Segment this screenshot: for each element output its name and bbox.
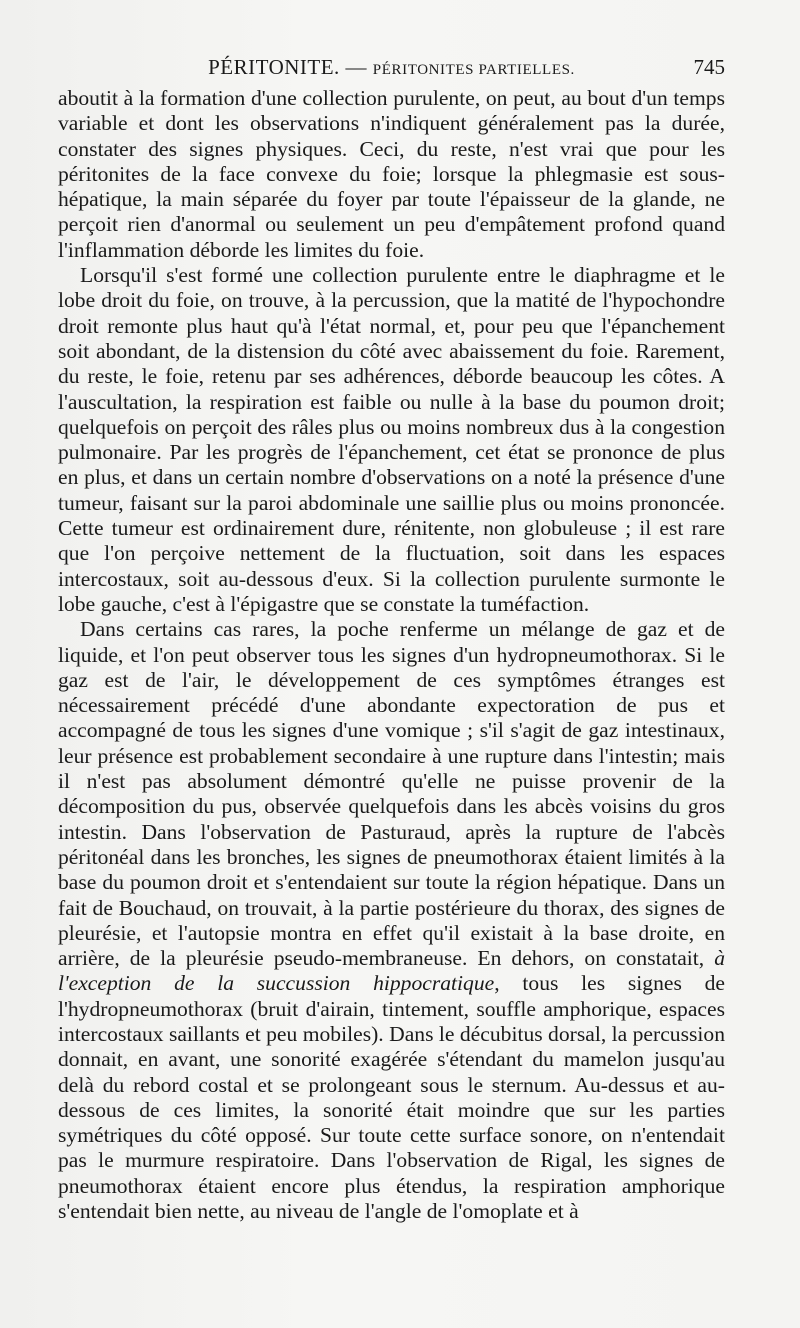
paragraph-continued: aboutit à la formation d'une collection purulente, on peut, au bout d'un temps variable et dont les observations n'indiquent généralement pas la durée, constater des signes physiques. Ceci, du reste, n'est vrai que pour les péritonites de la face convexe du foie; lorsque la phlegmasie est sous-hépatique, la main séparée du foyer par toute l'épaisseur de la glande, ne perçoit rien d'anormal ou seulement un peu d'empâtement profond quand l'inflammation déborde les limites du foie. [58,86,725,262]
italic-phrase: à l'exception de la succussion hippocratique [58,946,725,996]
paragraph: Lorsqu'il s'est formé une collection purulente entre le diaphragme et le lobe droit du foie, on trouve, à la percussion, que la matité de l'hypochondre droit remonte plus haut qu'à l'état normal, et, pour peu que l'épanchement soit abondant, de la distension du côté avec abaissement du foie. Rarement, du reste, le foie, retenu par ses adhérences, déborde beaucoup les côtes. A l'auscultation, la respiration est faible ou nulle à la base du poumon droit; quelquefois on perçoit des râles plus ou moins nombreux dus à la congestion pulmonaire. Par les progrès de l'épanchement, cet état se prononce de plus en plus, et dans un certain nombre d'observations on a noté la présence d'une tumeur, faisant sur la paroi abdominale une saillie plus ou moins prononcée. Cette tumeur est ordinairement dure, rénitente, non globuleuse ; il est rare que l'on perçoive nettement de la fluctuation, soit dans les espaces intercostaux, soit au-dessous d'eux. Si la collection purulente surmonte le lobe gauche, c'est à l'épigastre que se constate la tuméfaction. [58,263,725,616]
header-title-sub: PÉRITONITES PARTIELLES. [372,62,575,78]
header-title-main: PÉRITONITE. [208,55,340,79]
paragraph-text: Dans certains cas rares, la poche renferme un mélange de gaz et de liquide, et l'on peut observer tous les signes d'un hydropneumothorax. Si le gaz est de l'air, le développement de ces symptômes étranges est nécessairement précédé d'une abondante expectoration de pus et accompagné de tous les signes d'une vomique ; s'il s'agit de gaz intestinaux, leur présence est probablement secondaire à une rupture dans l'intestin; mais il n'est pas absolument démontré qu'elle ne puisse provenir de la décomposition du pus, observée quelquefois dans les abcès voisins du gros intestin. Dans l'observation de Pasturaud, après la rupture de l'abcès péritonéal dans les bronches, les signes de pneumothorax étaient limités à la base du poumon droit et s'entendaient sur toute la région hépatique. Dans un fait de Bouchaud, on trouvait, à la partie postérieure du thorax, des signes de pleurésie, et l'autopsie montra en effet qu'il existait à la base droite, en arrière, de la pleurésie pseudo-membraneuse. En dehors, on constatait, [58,617,725,971]
header-title-separator: — [339,55,373,79]
paragraph-text: , tous les signes de l'hydropneumothorax (bruit d'airain, tintement, souffle amphorique, espaces intercostaux saillants et peu mobiles). Dans le décubitus dorsal, la percussion donnait, en avant, une sonorité exagérée s'étendant du mamelon jusqu'au delà du rebord costal et se prolongeant sous le sternum. Au-dessus et au-dessous de ces limites, la sonorité était moindre que sur les parties symétriques du côté opposé. Sur toute cette surface sonore, on n'entendait pas le murmure respiratoire. Dans l'observation de Rigal, les signes de pneumothorax étaient encore plus étendus, la respiration amphorique s'entendait bien nette, au niveau de l'angle de l'omoplate et à [58,971,725,1224]
running-title [58,50,725,87]
paragraph [58,617,725,1224]
body-text [58,86,725,1224]
page-number: 745 [693,55,725,79]
running-header [58,50,725,84]
